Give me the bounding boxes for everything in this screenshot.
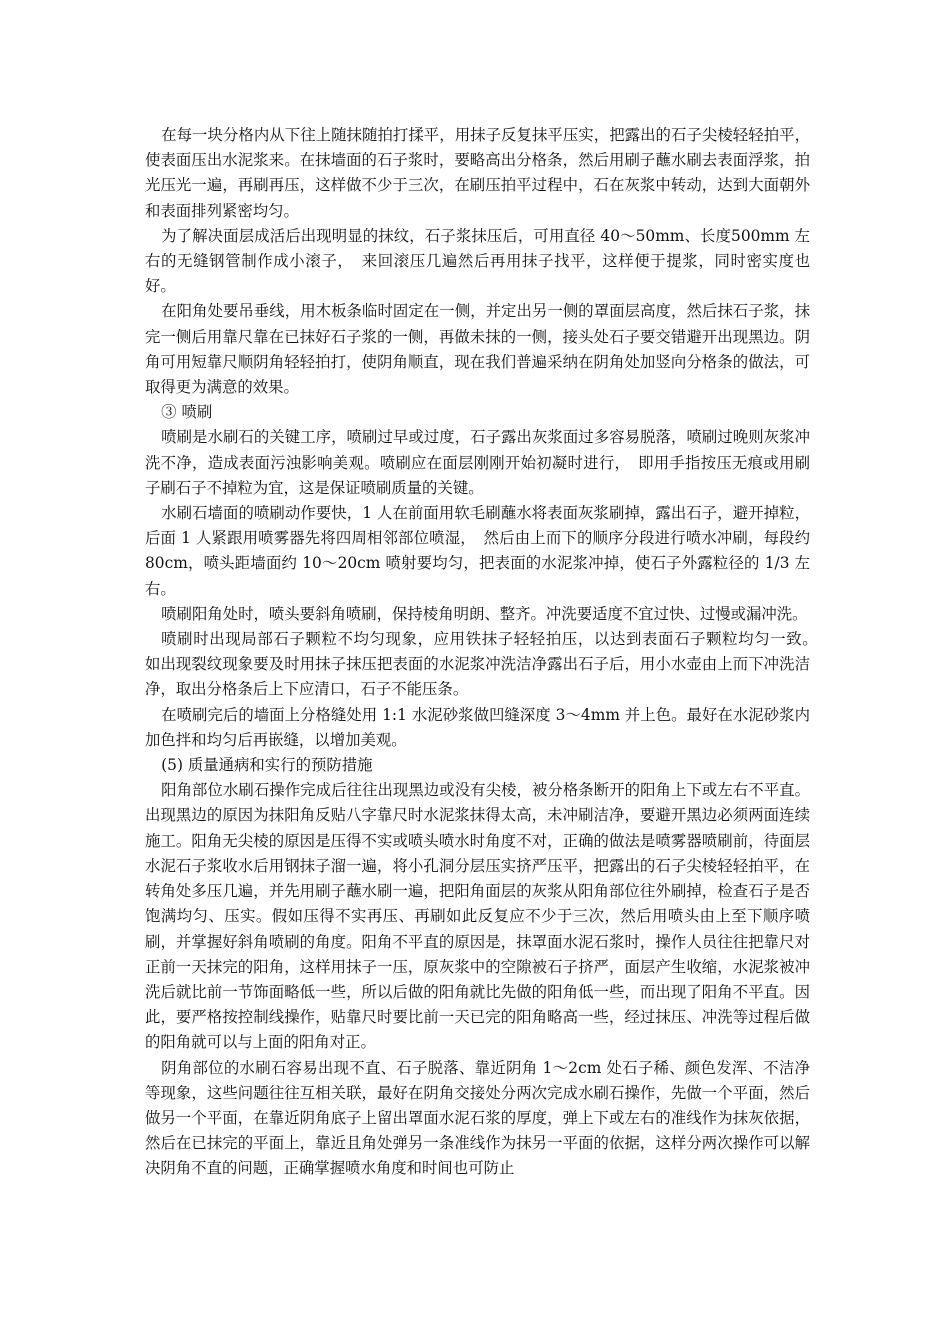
- section-heading-spraying: ③ 喷刷: [161, 403, 213, 422]
- paragraph-uneven-stones: 喷刷时出现局部石子颗粒不均匀现象，应用铁抹子轻轻拍压，以达到表面石子颗粒均匀一致。 如出现裂纹现象要及时用抹子抹压把表面的水泥浆冲洗洁净露出石子后，用小水壶由上而下冲洗洁净，取出分格条后上下应清口，石子不能压条。: [145, 630, 826, 699]
- paragraph-spraying-key: 喷刷是水刷石的关键工序，喷刷过早或过度，石子露出灰浆面过多容易脱落，喷刷过晚则灰浆冲洗不净，造成表面污浊影响美观。喷刷应在面层刚刚开始初凝时进行， 即用手指按压无痕或用刷子刷石子不掉粒为宜，这是保证喷刷质量的关键。: [145, 428, 810, 497]
- paragraph-joints: 在喷刷完后的墙面上分格缝处用 1:1 水泥砂浆做凹缝深度 3～4mm 并上色。最好在水泥砂浆内加色拌和均匀后再嵌缝，以增加美观。: [145, 705, 810, 749]
- paragraph-outer-corner-spraying: 喷刷阳角处时，喷头要斜角喷刷，保持棱角明朗、整齐。冲洗要适度不宜过快、过慢或漏冲洗。: [161, 604, 808, 623]
- paragraph-spraying-action: 水刷石墙面的喷刷动作要快，1 人在前面用软毛刷蘸水将表面灰浆刷掉，露出石子，避开掉粒，后面 1 人紧跟用喷雾器先将四周相邻部位喷湿， 然后由上而下的顺序分段进行喷水冲刷，每段约 80cm，喷头距墙面约 10～20cm 喷射要均匀，把表面的水泥浆冲掉，使石子外露粒径的 1/3 左右。: [145, 504, 810, 598]
- paragraph-troweling: 在每一块分格内从下往上随抹随拍打揉平，用抹子反复抹平压实，把露出的石子尖棱轻轻拍平，使表面压出水泥浆来。在抹墙面的石子浆时，要略高出分格条，然后用刷子蘸水刷去表面浮浆，拍光压光一遍，再刷再压，这样做不少于三次，在刷压拍平过程中，石在灰浆中转动，达到大面朝外和表面排列紧密均匀。: [145, 126, 810, 220]
- paragraph-corners: 在阳角处要吊垂线，用木板条临时固定在一侧，并定出另一侧的罩面层高度，然后抹石子浆，抹完一侧后用靠尺靠在已抹好石子浆的一侧，再做未抹的一侧，接头处石子要交错避开出现黑边。阴角可用短靠尺顺阴角轻轻拍打，使阴角顺直，现在我们普遍采纳在阴角处加竖向分格条的做法，可取得更为满意的效果。: [145, 302, 810, 397]
- document-page: [145, 123, 826, 1182]
- paragraph-roller: 为了解决面层成活后出现明显的抹纹，石子浆抹压后，可用直径 40～50mm、长度500mm 左右的无缝钢管制作成小滚子， 来回滚压几遍然后再用抹子找平，这样便于提浆，同时密实度也好。: [145, 226, 810, 296]
- paragraph-outer-corner-defects: 阳角部位水刷石操作完成后往往出现黑边或没有尖棱，被分格条断开的阳角上下或左右不平直。出现黑边的原因为抹阳角反贴八字靠尺时水泥浆抹得太高，未冲刷洁净，要避开黑边必须两面连续施工。阳角无尖棱的原因是压得不实或喷头喷水时角度不对，正确的做法是喷雾器喷刷前，待面层水泥石子浆收水后用钢抹子溜一遍，将小孔洞分层压实挤严压平，把露出的石子尖棱轻轻拍平，在转角处多压几遍，并先用刷子蘸水刷一遍，把阳角面层的灰浆从阳角部位往外刷掉，检查石子是否饱满均匀、压实。假如压得不实再压、再刷如此反复应不少于三次，然后用喷头由上至下顺序喷刷，并掌握好斜角喷刷的角度。阳角不平直的原因是，抹罩面水泥石浆时，操作人员往往把靠尺对正前一天抹完的阳角，这样用抹子一压，原灰浆中的空隙被石子挤严，面层产生收缩，水泥浆被冲洗后就比前一节饰面略低一些，所以后做的阳角就比先做的阳角低一些，而出现了阳角不平直。因此，要严格按控制线操作，贴靠尺时要比前一天已完的阳角略高一些，经过抹压、冲洗等过程后做的阳角就可以与上面的阳角对正。: [145, 781, 810, 1052]
- section-heading-quality: (5) 质量通病和实行的预防措施: [161, 756, 373, 775]
- paragraph-inner-corner-defects: 阴角部位的水刷石容易出现不直、石子脱落、靠近阴角 1～2cm 处石子稀、颜色发浑、不洁净等现象，这些问题往往互相关联，最好在阴角交接处分两次完成水刷石操作，先做一个平面，然后做另一个平面，在靠近阴角底子上留出罩面水泥石浆的厚度，弹上下或左右的准线作为抹灰依据，然后在已抹完的平面上，靠近且角处弹另一条准线作为抹另一平面的依据，这样分两次操作可以解决阴角不直的问题，正确掌握喷水角度和时间也可防止: [145, 1058, 810, 1178]
